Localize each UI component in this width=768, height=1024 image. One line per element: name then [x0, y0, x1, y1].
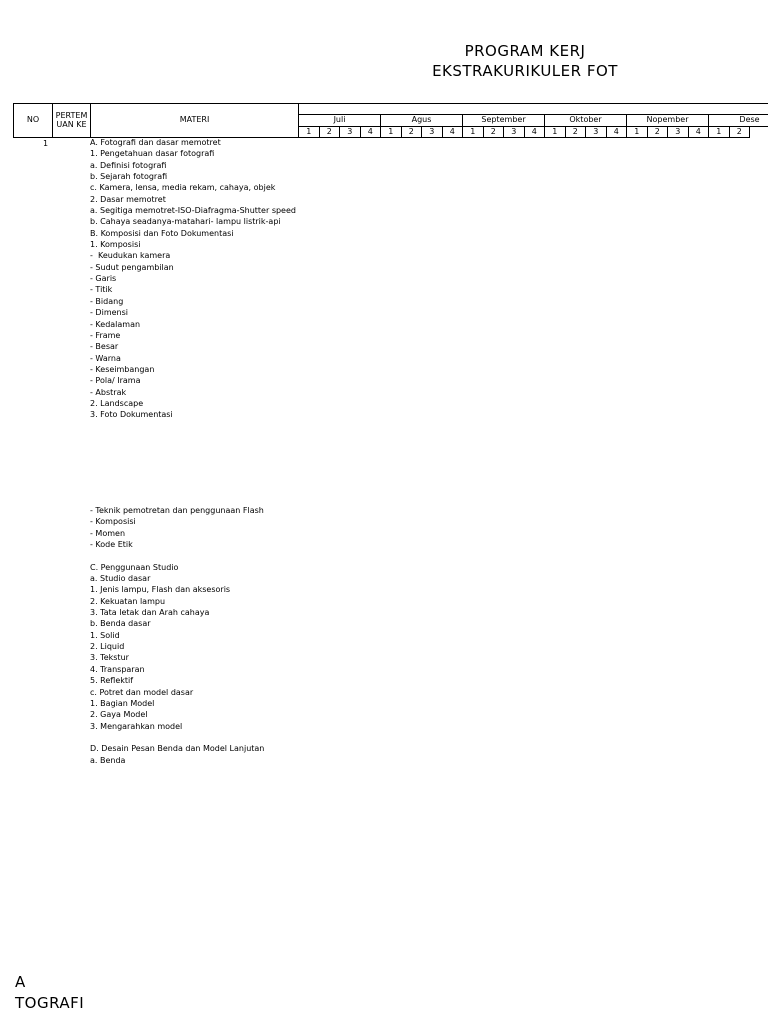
- materi-line: D. Desain Pesan Benda dan Model Lanjutan: [90, 744, 265, 754]
- materi-line: - Kedalaman: [90, 319, 141, 329]
- row-number: 1: [43, 139, 49, 148]
- materi-line: 1. Pengetahuan dasar fotografi: [90, 149, 215, 159]
- week-header: 4: [688, 126, 710, 138]
- materi-line: [90, 732, 264, 743]
- week-header: 2: [483, 126, 505, 138]
- header-pertemuan: PERTEM UAN KE: [52, 103, 91, 138]
- header-no: NO: [13, 103, 53, 138]
- header-materi: MATERI: [90, 103, 299, 138]
- week-header: 4: [442, 126, 464, 138]
- week-header: 2: [729, 126, 751, 138]
- materi-line: 3. Tekstur: [90, 653, 129, 663]
- week-header: 1: [708, 126, 730, 138]
- materi-line: - Momen: [90, 528, 126, 538]
- materi-line: b. Cahaya seadanya-matahari- lampu listrik-api: [90, 217, 281, 227]
- month-header: September: [462, 114, 545, 127]
- materi-line: - Teknik pemotretan dan penggunaan Flash: [90, 506, 264, 515]
- week-header: 3: [667, 126, 689, 138]
- month-header: Dese: [708, 114, 768, 127]
- materi-line: a. Benda: [90, 755, 126, 765]
- materi-line: - Komposisi: [90, 517, 136, 527]
- materi-line: - Pola/ Irama: [90, 376, 141, 386]
- materi-line: 4. Transparan: [90, 664, 145, 674]
- week-header: 1: [462, 126, 484, 138]
- schedule-table: [13, 103, 768, 138]
- week-header: 4: [524, 126, 546, 138]
- materi-line: - Warna: [90, 353, 121, 363]
- materi-line: 2. Dasar memotret: [90, 194, 166, 204]
- materi-line: 3. Foto Dokumentasi: [90, 410, 173, 420]
- week-header: 4: [360, 126, 382, 138]
- materi-line: C. Penggunaan Studio: [90, 562, 179, 572]
- materi-line: - Keseimbangan: [90, 364, 155, 374]
- week-header: 4: [606, 126, 628, 138]
- materi-line: b. Sejarah fotografi: [90, 172, 168, 182]
- materi-line: 2. Liquid: [90, 642, 125, 652]
- materi-line: 1. Jenis lampu, Flash dan aksesoris: [90, 585, 231, 595]
- materi-line: A. Fotografi dan dasar memotret: [90, 138, 221, 147]
- materi-line: 2. Gaya Model: [90, 710, 148, 720]
- month-header: Oktober: [544, 114, 627, 127]
- materi-line: B. Komposisi dan Foto Dokumentasi: [90, 228, 234, 238]
- materi-line: 5. Reflektif: [90, 676, 134, 686]
- materi-line: - Dimensi: [90, 308, 128, 318]
- week-header: 1: [298, 126, 320, 138]
- materi-line: - Bidang: [90, 296, 124, 306]
- materi-list-1: [90, 137, 296, 421]
- materi-line: - Titik: [90, 285, 113, 295]
- week-header: 2: [401, 126, 423, 138]
- materi-line: 1. Komposisi: [90, 240, 141, 250]
- week-header: 1: [626, 126, 648, 138]
- materi-line: - Abstrak: [90, 387, 127, 397]
- week-header: 3: [339, 126, 361, 138]
- materi-line: 3. Tata letak dan Arah cahaya: [90, 608, 210, 618]
- page-title-line-1: PROGRAM KERJ: [464, 42, 586, 60]
- month-header: Juli: [298, 114, 381, 127]
- materi-list-2: [90, 505, 264, 766]
- materi-line: a. Definisi fotografi: [90, 160, 167, 170]
- week-header: 2: [319, 126, 341, 138]
- week-header: 2: [565, 126, 587, 138]
- materi-line: - Sudut pengambilan: [90, 262, 174, 272]
- materi-line: 2. Landscape: [90, 398, 144, 408]
- materi-line: 1. Bagian Model: [90, 698, 155, 708]
- week-header: 3: [421, 126, 443, 138]
- materi-line: c. Kamera, lensa, media rekam, cahaya, objek: [90, 183, 276, 193]
- materi-line: 2. Kekuatan lampu: [90, 596, 166, 606]
- week-header: 3: [503, 126, 525, 138]
- footer-title-line-2: TOGRAFI: [15, 994, 85, 1012]
- materi-line: - Kode Etik: [90, 540, 133, 550]
- materi-line: a. Segitiga memotret-ISO-Diafragma-Shutter speed: [90, 206, 296, 216]
- materi-line: 3. Mengarahkan model: [90, 721, 183, 731]
- week-header: 1: [380, 126, 402, 138]
- materi-line: 1. Solid: [90, 630, 120, 640]
- materi-line: a. Studio dasar: [90, 574, 151, 584]
- month-header: Agus: [380, 114, 463, 127]
- materi-line: - Frame: [90, 330, 121, 340]
- footer-title-line-1: A: [15, 973, 26, 991]
- week-header: 2: [647, 126, 669, 138]
- month-header: Nopember: [626, 114, 709, 127]
- week-header: 1: [544, 126, 566, 138]
- week-header: 3: [585, 126, 607, 138]
- materi-line: [90, 550, 264, 561]
- materi-line: - Garis: [90, 274, 117, 284]
- materi-line: b. Benda dasar: [90, 619, 151, 629]
- materi-line: c. Potret dan model dasar: [90, 687, 194, 697]
- page-title-line-2: EKSTRAKURIKULER FOT: [432, 62, 618, 80]
- materi-line: - Keudukan kamera: [90, 251, 171, 261]
- materi-line: - Besar: [90, 342, 119, 352]
